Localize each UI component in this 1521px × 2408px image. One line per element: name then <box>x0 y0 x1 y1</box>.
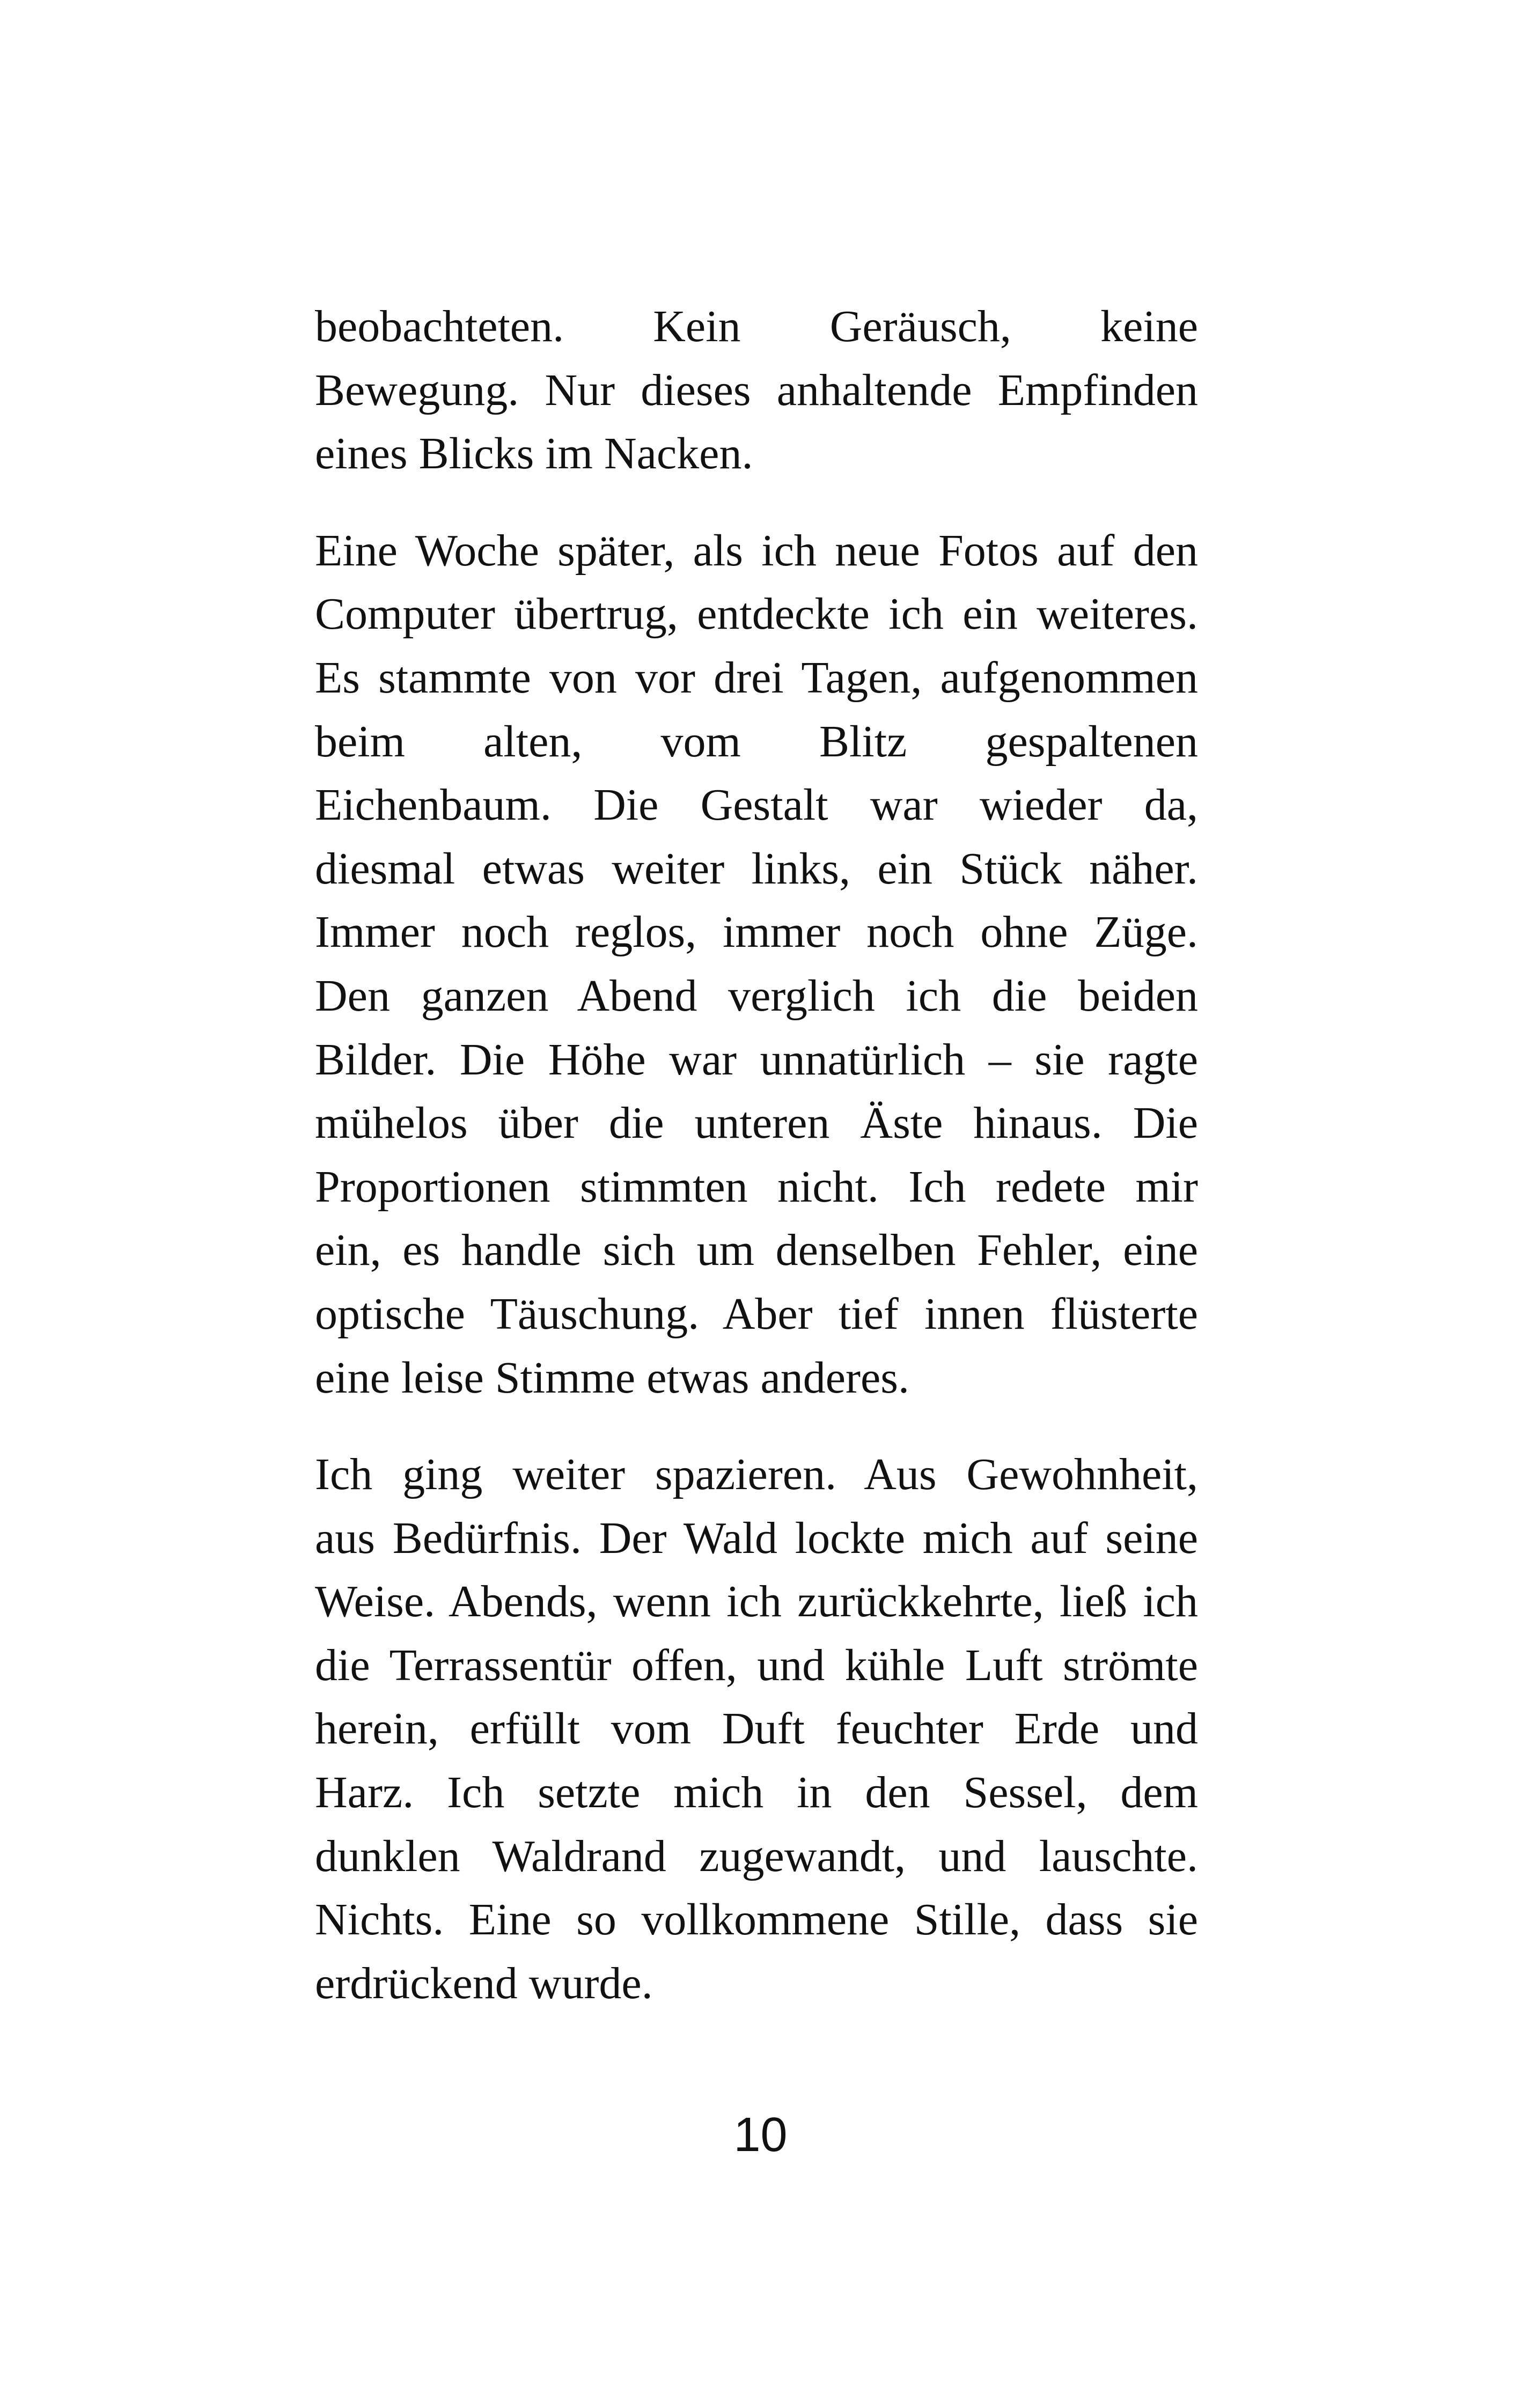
text-line: Bilder. Die Höhe war unnatürlich – sie ragte <box>315 1034 1198 1085</box>
text-line: aus Bedürfnis. Der Wald lockte mich auf seine <box>315 1513 1198 1563</box>
text-line: Computer übertrug, entdeckte ich ein weiteres. <box>315 589 1198 639</box>
text-line: Bewegung. Nur dieses anhaltende Empfinden <box>315 365 1198 415</box>
page-number: 10 <box>733 2108 788 2162</box>
text-line: Es stammte von vor drei Tagen, aufgenommen <box>315 652 1198 703</box>
text-line: Ich ging weiter spazieren. Aus Gewohnheit, <box>315 1449 1198 1500</box>
text-line: Eichenbaum. Die Gestalt war wieder da, <box>315 780 1198 830</box>
text-line: die Terrassentür offen, und kühle Luft strömte <box>315 1640 1198 1690</box>
paragraph-3 <box>315 1443 1198 2015</box>
text-line: dunklen Waldrand zugewandt, und lauschte. <box>315 1831 1198 1881</box>
text-line: Den ganzen Abend verglich ich die beiden <box>315 970 1198 1021</box>
text-line: beobachteten. Kein Geräusch, keine <box>315 301 1198 351</box>
text-line: herein, erfüllt vom Duft feuchter Erde und <box>315 1704 1198 1754</box>
text-line: Eine Woche später, als ich neue Fotos auf den <box>315 525 1198 576</box>
text-line: Harz. Ich setzte mich in den Sessel, dem <box>315 1768 1198 1818</box>
text-line: Immer noch reglos, immer noch ohne Züge. <box>315 907 1198 958</box>
text-line: eine leise Stimme etwas anderes. <box>315 1352 909 1403</box>
paragraph-1 <box>315 295 1198 486</box>
text-line: mühelos über die unteren Äste hinaus. Die <box>315 1098 1198 1148</box>
text-line: Nichts. Eine so vollkommene Stille, dass sie <box>315 1895 1198 1945</box>
paragraph-2 <box>315 519 1198 1410</box>
text-line: optische Täuschung. Aber tief innen flüsterte <box>315 1288 1198 1339</box>
body-text <box>315 295 1198 2049</box>
text-line: diesmal etwas weiter links, ein Stück näher. <box>315 843 1198 894</box>
text-line: erdrückend wurde. <box>315 1958 653 2008</box>
text-line: ein, es handle sich um denselben Fehler, eine <box>315 1225 1198 1276</box>
text-line: Weise. Abends, wenn ich zurückkehrte, ließ ich <box>315 1577 1198 1627</box>
text-line: Proportionen stimmten nicht. Ich redete mir <box>315 1161 1198 1212</box>
text-line: beim alten, vom Blitz gespaltenen <box>315 716 1198 767</box>
text-line: eines Blicks im Nacken. <box>315 429 753 479</box>
